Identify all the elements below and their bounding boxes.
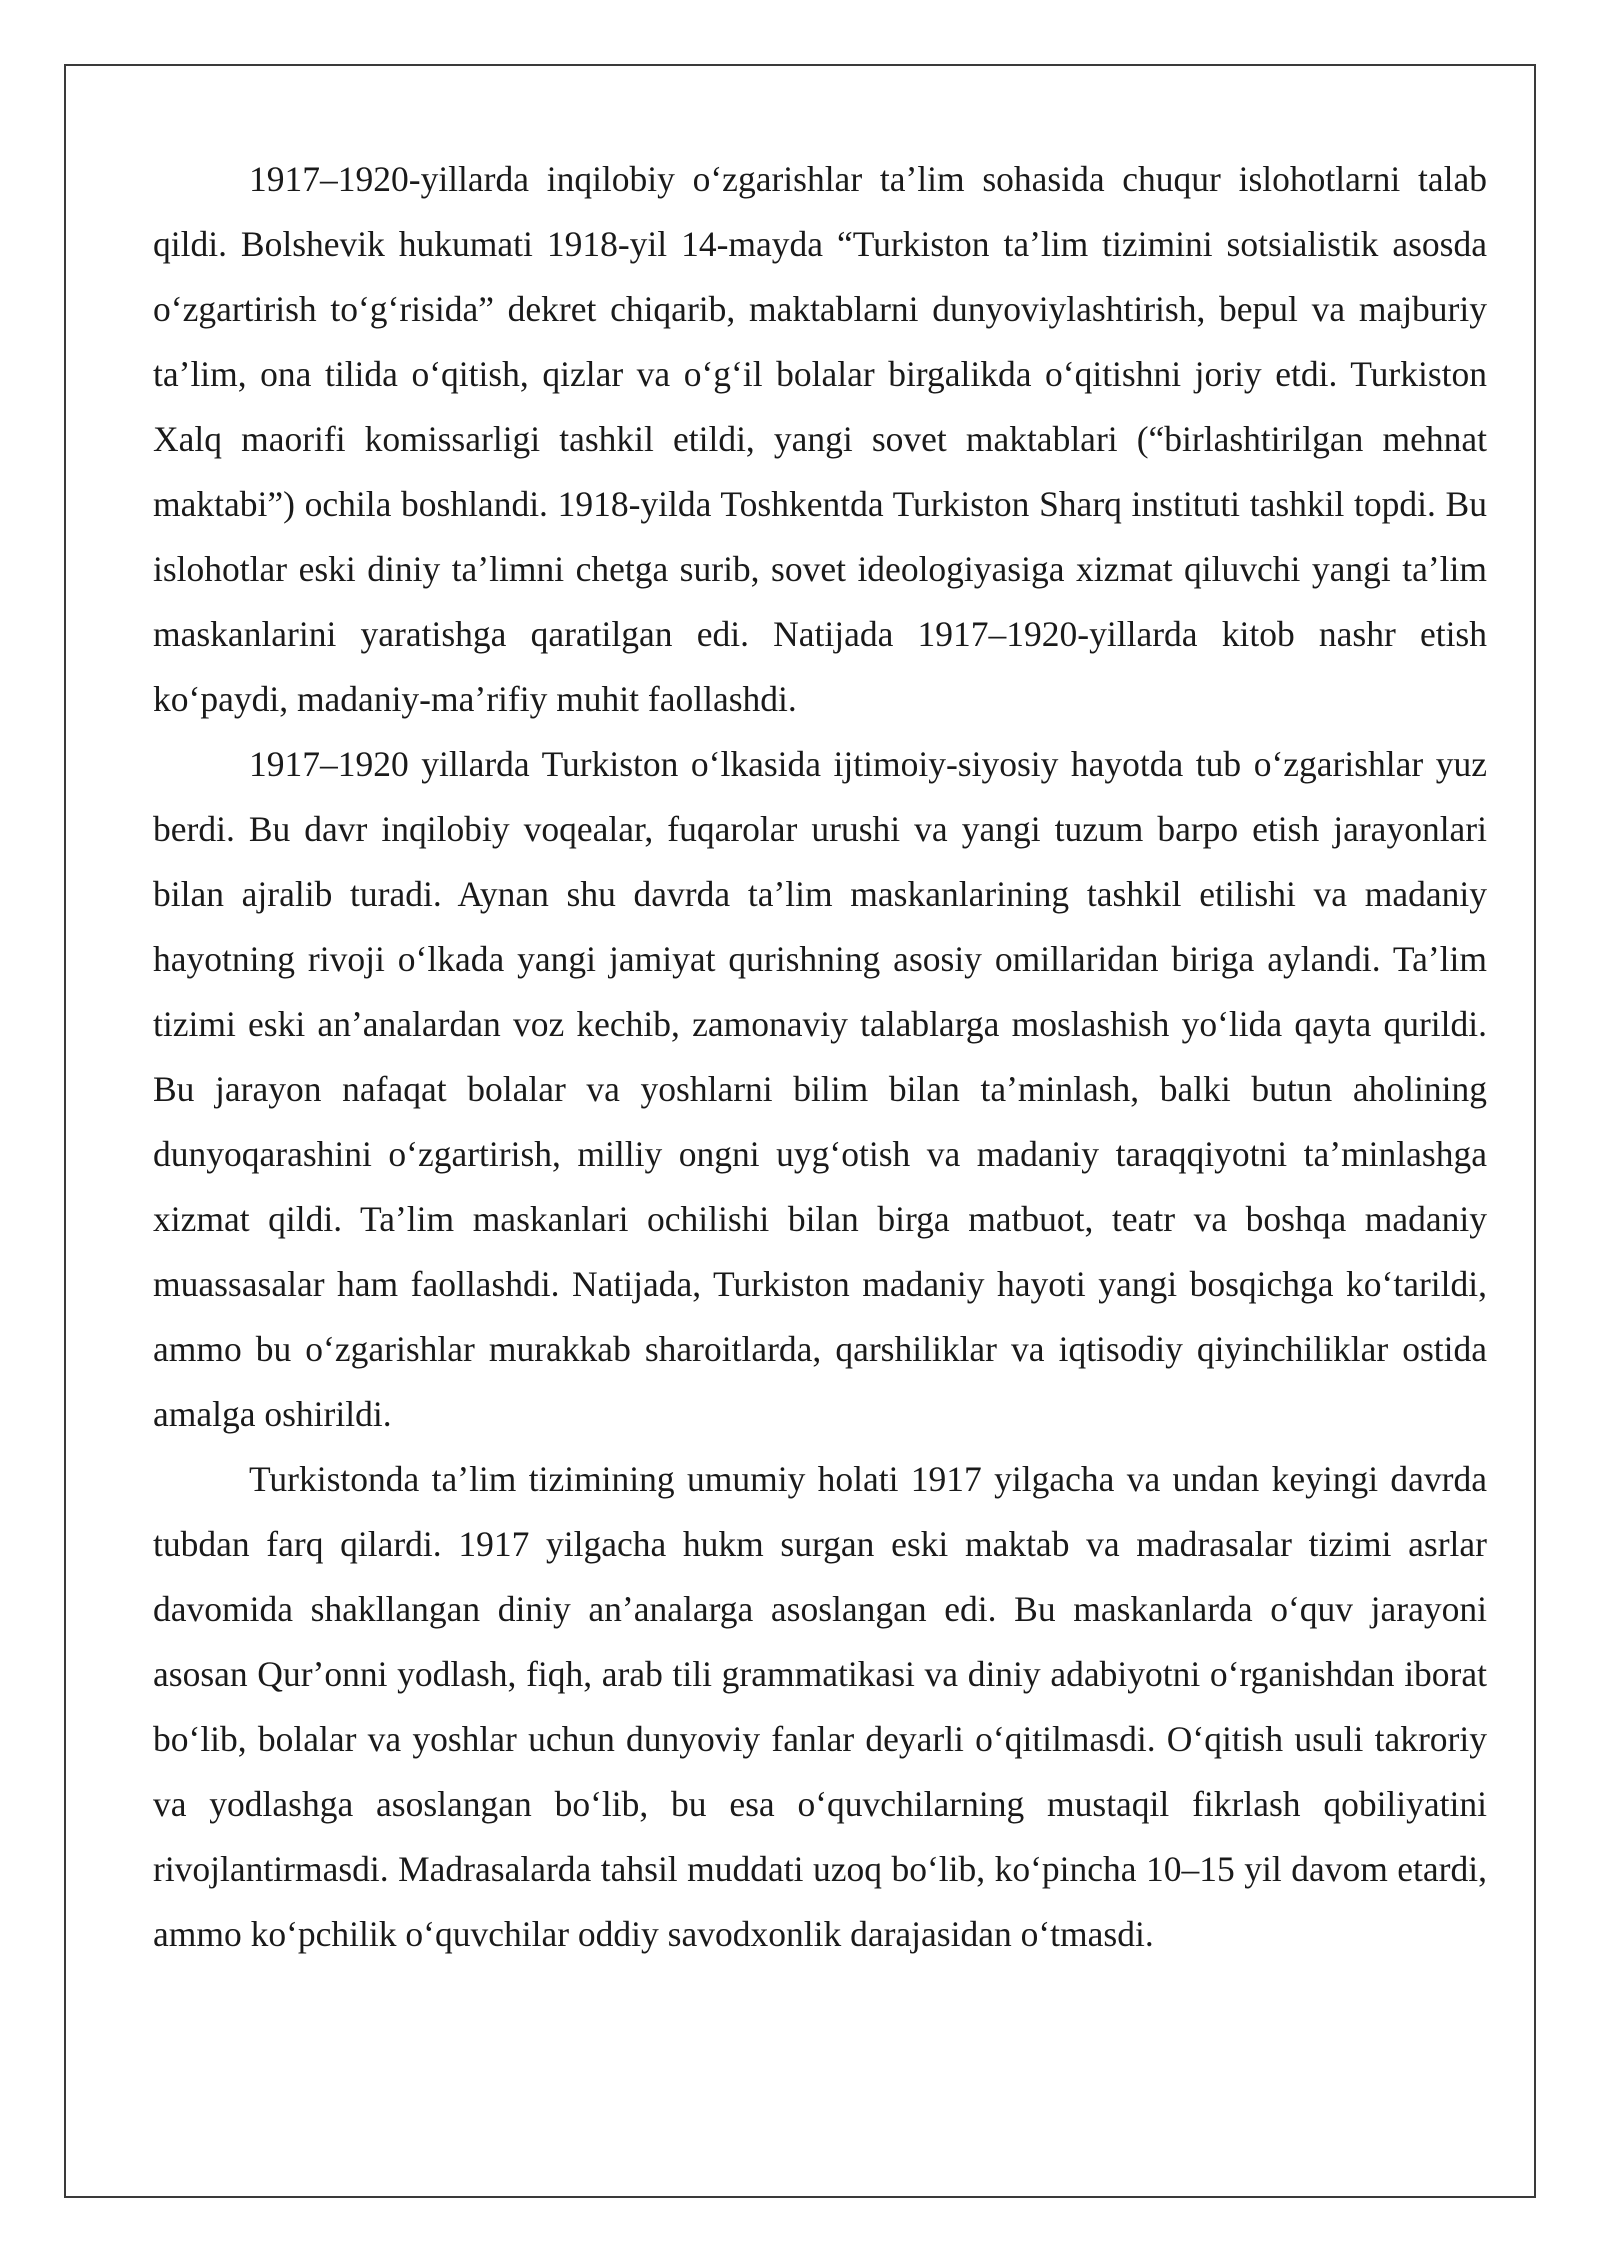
paragraph-3: Turkistonda taʼlim tizimining umumiy holati 1917 yilgacha va undan keyingi davrda tubdan farq qilardi. 1917 yilgacha hukm surgan eski maktab va madrasalar tizimi asrlar davomida shakllangan diniy anʼanalarga asoslangan edi. Bu maskanlarda oʻquv jarayoni asosan Qurʼonni yodlash, fiqh, arab tili grammatikasi va diniy adabiyotni oʻrganishdan iborat boʻlib, bolalar va yoshlar uchun dunyoviy fanlar deyarli oʻqitilmasdi. Oʻqitish usuli takroriy va yodlashga asoslangan boʻlib, bu esa oʻquvchilarning mustaqil fikrlash qobiliyatini rivojlantirmasdi. Madrasalarda tahsil muddati uzoq boʻlib, koʻpincha 10–15 yil davom etardi, ammo koʻpchilik oʻquvchilar oddiy savodxonlik darajasidan oʻtmasdi. xyxy=(153,1459,1487,1954)
paragraph-1: 1917–1920-yillarda inqilobiy oʻzgarishlar taʼlim sohasida chuqur islohotlarni talab qildi. Bolshevik hukumati 1918-yil 14-mayda “Turkiston taʼlim tizimini sotsialistik asosda oʻzgartirish toʻgʻrisida” dekret chiqarib, maktablarni dunyoviylashtirish, bepul va majburiy taʼlim, ona tilida oʻqitish, qizlar va oʻgʻil bolalar birgalikda oʻqitishni joriy etdi. Turkiston Xalq maorifi komissarligi tashkil etildi, yangi sovet maktablari (“birlashtirilgan mehnat maktabi”) ochila boshlandi. 1918-yilda Toshkentda Turkiston Sharq instituti tashkil topdi. Bu islohotlar eski diniy taʼlimni chetga surib, sovet ideologiyasiga xizmat qiluvchi yangi taʼlim maskanlarini yaratishga qaratilgan edi. Natijada 1917–1920-yillarda kitob nashr etish koʻpaydi, madaniy-maʼrifiy muhit faollashdi. xyxy=(153,159,1487,719)
paragraph-2: 1917–1920 yillarda Turkiston oʻlkasida ijtimoiy-siyosiy hayotda tub oʻzgarishlar yuz berdi. Bu davr inqilobiy voqealar, fuqarolar urushi va yangi tuzum barpo etish jarayonlari bilan ajralib turadi. Aynan shu davrda taʼlim maskanlarining tashkil etilishi va madaniy hayotning rivoji oʻlkada yangi jamiyat qurishning asosiy omillaridan biriga aylandi. Taʼlim tizimi eski anʼanalardan voz kechib, zamonaviy talablarga moslashish yoʻlida qayta qurildi. Bu jarayon nafaqat bolalar va yoshlarni bilim bilan taʼminlash, balki butun aholining dunyoqarashini oʻzgartirish, milliy ongni uygʻotish va madaniy taraqqiyotni taʼminlashga xizmat qildi. Taʼlim maskanlari ochilishi bilan birga matbuot, teatr va boshqa madaniy muassasalar ham faollashdi. Natijada, Turkiston madaniy hayoti yangi bosqichga koʻtarildi, ammo bu oʻzgarishlar murakkab sharoitlarda, qarshiliklar va iqtisodiy qiyinchiliklar ostida amalga oshirildi. xyxy=(153,744,1487,1434)
document-body xyxy=(153,147,1487,1967)
